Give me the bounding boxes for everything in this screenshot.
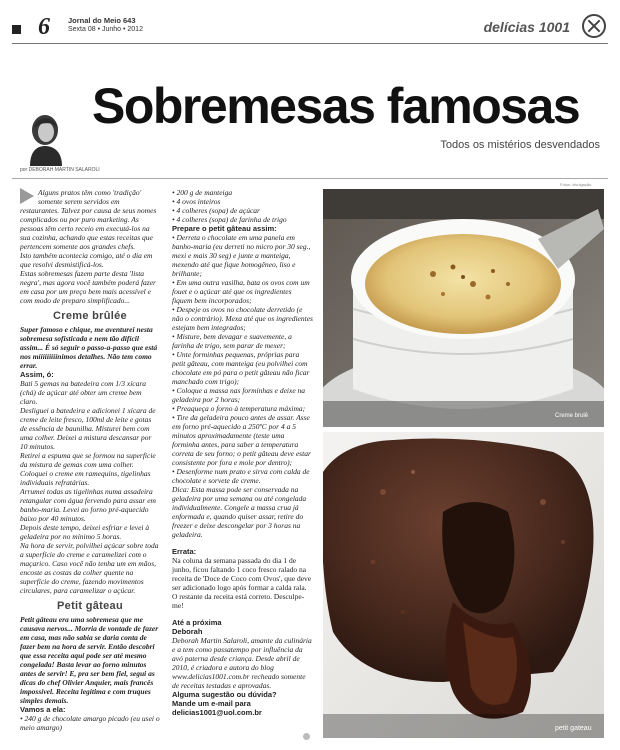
prep-step: • Desenforme num prato e sirva com calda de chocolate e sorvete de creme.	[172, 467, 310, 485]
page-end-dot	[303, 733, 310, 740]
errata-heading: Errata:	[172, 547, 197, 556]
creme-brulee-intro: Super famoso e chique, me aventurei nesta sobremesa sofisticada e nem tão difícil assim... É só seguir o passo-a-passo que está nos mííííííííínimos detalhes. Não tem como errar.	[20, 325, 158, 370]
crossed-utensils-icon	[582, 14, 606, 38]
prep-step: • Em uma outra vasilha, bata os ovos com um fouet e o açúcar até que os ingredientes fiquem bem incorporados;	[172, 278, 310, 305]
ingredient: • 4 colheres (sopa) de farinha de trigo	[172, 215, 287, 224]
publication-info	[68, 17, 143, 34]
creme-brulee-step: Na hora de servir, polvilhei açúcar sobre toda a superfície do creme e caramelizei com o maçarico. Caso você não tenha um em mãos, encoste as costas da colher quente na superfície do creme, fazendo movimentos circulares, para caramelizar o açúcar.	[20, 541, 159, 595]
intro-paragraph: Alguns pratos têm como 'tradição' somente serem servidos em restaurantes. Talvez por causa de seus nomes complicados ou por puro marketing. As pessoas têm certo receio em executá-los na sua cozinha, achando que estas receitas que pertencem somente aos grandes chefs.	[20, 188, 157, 251]
prep-step: • Coloque a massa nas forminhas e deixe na geladeira por 2 horas;	[172, 386, 306, 404]
creme-brulee-label: Assim, ó:	[20, 370, 54, 379]
tip: Dica: Esta massa pode ser conservada na geladeira por uma semana ou até congelada individualmente. Congele a massa crua já enformada e, quando quiser assar, retire do freezer e deixe descongelar por 3 horas na geladeira.	[172, 485, 307, 539]
author-photo	[20, 108, 70, 166]
section-title: delícias 1001	[483, 19, 570, 35]
petit-gateau-caption: petit gateau	[555, 725, 592, 732]
email-link[interactable]: delicias1001@uol.com.br	[172, 708, 262, 717]
prep-step: • Misture, bem devagar e suavemente, a farinha de trigo, sem parar de mexer;	[172, 332, 292, 350]
headline-divider	[12, 178, 608, 179]
prep-step: • Preaqueça o forno à temperatura máxima;	[172, 404, 306, 413]
creme-brulee-photo	[323, 189, 604, 427]
arrow-icon	[20, 188, 34, 204]
creme-brulee-step: Desliguei a batedeira e adicionei 1 xícara de creme de leite fresco, 100ml de leite e gotas de essência de baunilha. Misturei bem com uma colher. Deixei a mistura descansar por 10 minutos.	[20, 406, 156, 451]
article-subtitle: Todos os mistérios desvendados	[440, 139, 600, 151]
column-2	[172, 188, 313, 717]
prep-step: • Derreta o chocolate em uma panela em banho-maria (eu derreti no micro por 30 seg., mexi e mais 30 seg) e junte a manteiga, mexendo até que fique homogêneo, liso e brilhante;	[172, 233, 311, 278]
prep-step: • Despeje os ovos no chocolate derretido (e não o contrário). Mexa até que os ingredientes estejam bem integrados;	[172, 305, 313, 332]
page-number: 6	[38, 14, 50, 40]
petit-gateau-label: Vamos a ela:	[20, 705, 66, 714]
publication-date: Sexta 08 • Junho • 2012	[68, 26, 143, 33]
cta-text: Mande um e-mail para	[172, 699, 251, 708]
ingredient: • 4 ovos inteiros	[172, 197, 221, 206]
creme-brulee-step: Depois deste tempo, deixei esfriar e levei à geladeira por no mínimo 5 horas.	[20, 523, 150, 541]
creme-brulee-step: Arrumei todas as tigelinhas numa assadeira retangular com água fervendo para assar em banho-maria. Levei ao forno pré-aquecido baixo por 40 minutos.	[20, 487, 156, 523]
creme-brulee-heading: Creme brûlée	[53, 310, 127, 322]
intro-paragraph: Estas sobremesas fazem parte desta 'lista negra', mas agora você também poderá fazer em casa por um preço bem mais acessível e com modo de preparo simplificado...	[20, 269, 156, 305]
header-divider	[12, 43, 608, 44]
errata-text: Na coluna da semana passada do dia 1 de junho, ficou faltando 1 coco fresco ralado na receita de 'Doce de Coco com Ovos', que deve ser adicionado logo após formar a calda rala. O restante da receita está correto. Desculpe-me!	[172, 556, 312, 610]
byline: por DEBORAH MARTIN SALAROLI	[20, 167, 100, 173]
petit-gateau-heading: Petit gâteau	[57, 600, 123, 612]
question-text: Alguma sugestão ou dúvida?	[172, 690, 277, 699]
ingredient: • 200 g de manteiga	[172, 188, 233, 197]
ingredient: • 4 colheres (sopa) de açúcar	[172, 206, 260, 215]
photo-credit: Fotos: divulgação	[560, 182, 592, 187]
signoff-heading: Até a próxima	[172, 618, 222, 627]
ingredient: • 240 g de chocolate amargo picado (eu usei o meio amargo)	[20, 714, 160, 732]
prep-label: Prepare o petit gâteau assim:	[172, 224, 277, 233]
signoff-name: Deborah	[172, 627, 203, 636]
author-bio: Deborah Martin Salaroli, amante da culinária e a tem como passatempo por influência da avó paterna desde criança. Desde abril de 2010, é criadora e autora do blog www.delicias1001.com.br recheado somente de receitas testadas e aprovadas.	[172, 636, 312, 690]
petit-gateau-intro: Petit gâteau era uma sobremesa que me causava nervos... Morria de vontade de fazer em casa, mas não sabia se daria conta de fazer bem na hora de servir. Então descobri que essa receita aqui pode ser até mesmo congelada! Basta levar ao forno minutos antes de servir! E, pra ser bem fiel, segui as dicas do chef Olivier Anquier, mais francês impossível. Receita legítima e com truques simples demais.	[20, 615, 159, 705]
creme-brulee-caption: Creme brulê	[555, 413, 589, 419]
prep-step: • Unte forminhas pequenas, próprias para petit gâteau, com manteiga (eu polvilhei com chocolate em pó para o petit gâteau não ficar manchado com trigo);	[172, 350, 310, 386]
creme-brulee-step: Bati 5 gemas na batedeira com 1/3 xícara (chá) de açúcar até obter um creme bem claro.	[20, 379, 147, 406]
intro-paragraph: Isto também acontecia comigo, até o dia em que resolvi desmistificá-los.	[20, 251, 153, 269]
article-title: Sobremesas famosas	[92, 78, 580, 134]
column-1	[20, 188, 160, 732]
creme-brulee-step: Retirei a espuma que se formou na superfície da mistura de gemas com uma colher. Coloquei o creme em ramequins, tigelinhas individuais refratárias.	[20, 451, 156, 487]
header-square-icon	[12, 25, 21, 34]
petit-gateau-photo	[323, 432, 604, 738]
prep-step: • Tire da geladeira pouco antes de assar. Asse em forno pré-aquecido a 250ºC por 4 a 5 minutos aproximadamente (teste uma forminha antes, para saber a temperatura correta de seu forno; o petit gâteau deve estar consistente por fora e mole por dentro);	[172, 413, 311, 467]
publication-name: Jornal do Meio 643	[68, 16, 136, 25]
